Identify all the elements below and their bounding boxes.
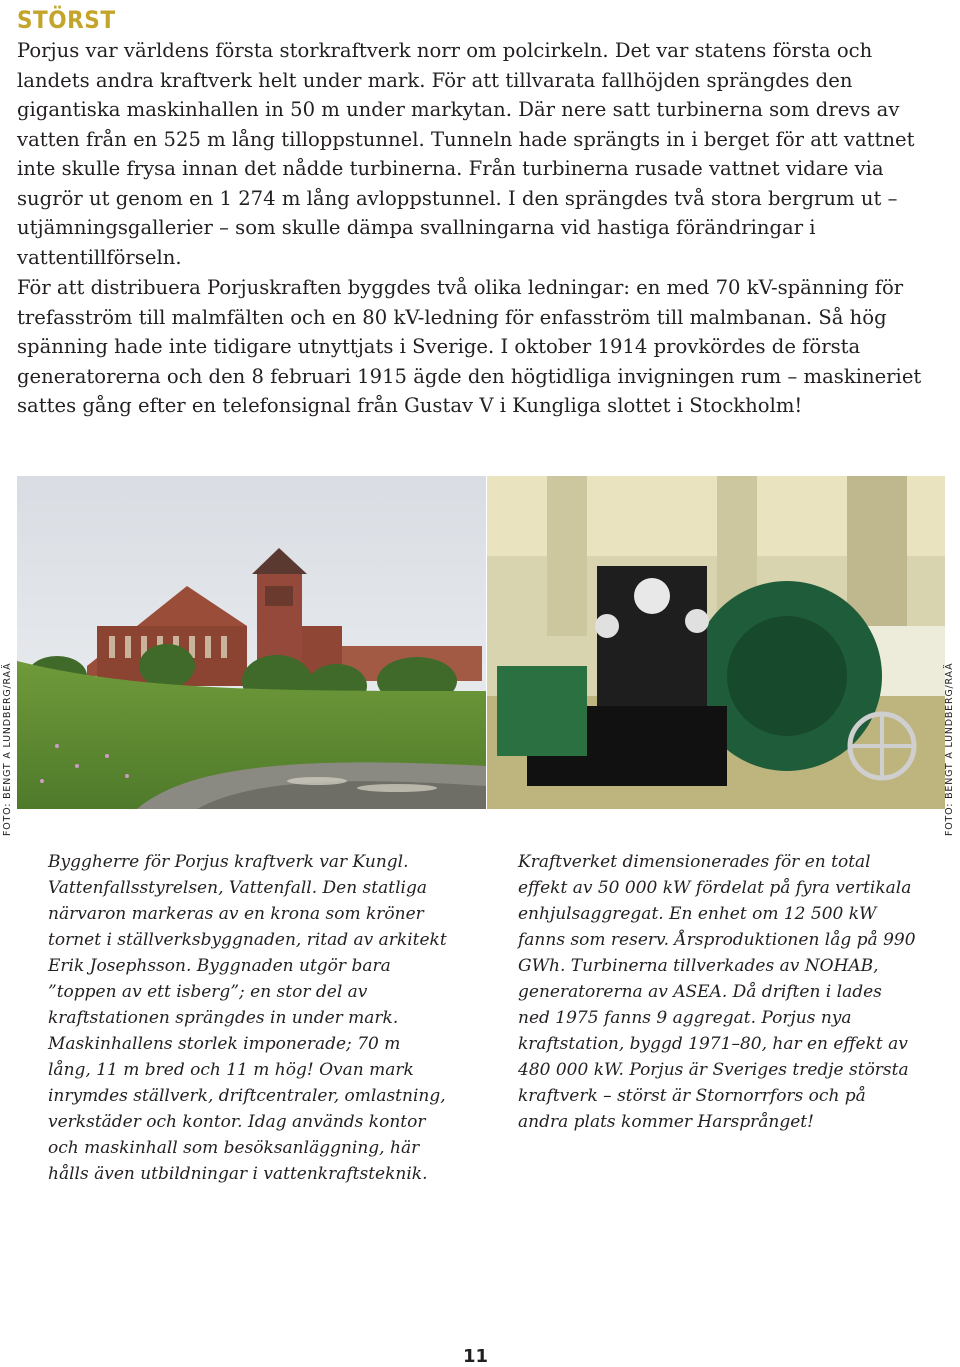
caption-right: Kraftverket dimensionerades för en total effekt av 50 000 kW fördelat på fyra vertikala enhjulsaggregat. En enhet om 12 500 kW fanns som reserv. Årsproduktionen låg på 990 GWh. Turbinerna tillverkades av NOHAB, generatorerna av ASEA. Då driften i lades ned 1975 fanns 9 aggregat. Porjus nya kraftstation, byggd 1971–80, har en effekt av 480 000 kW. Porjus är Sveriges tredje största kraftverk – störst är Stornorrfors och på andra plats kommer Harsprånget! bbox=[518, 852, 916, 1132]
page-number: 11 bbox=[463, 1346, 489, 1367]
photo-turbine-machinery bbox=[487, 476, 945, 809]
photo-credit-left: FOTO: BENGT A LUNDBERG/RAÄ bbox=[2, 662, 13, 836]
photo-power-station-building bbox=[17, 476, 486, 809]
photo-credit-right: FOTO: BENGT A LUNDBERG/RAÄ bbox=[944, 662, 955, 836]
caption-left: Byggherre för Porjus kraftverk var Kungl. Vattenfallsstyrelsen, Vattenfall. Den statliga närvaron markeras av en krona som kröner tornet i ställverksbyggnaden, ritad av arkitekt Erik Josephsson. Byggnaden utgör bara ”toppen av ett isberg”; en stor del av kraftstationen sprängdes in under mark. Maskinhallens storlek imponerade; 70 m lång, 11 m bred och 11 m hög! Ovan mark inrymdes ställverk, driftcentraler, omlastning, verkstäder och kontor. Idag används kontor och maskinhall som besöksanläggning, här hålls även utbildningar i vattenkraftsteknik. bbox=[48, 852, 447, 1184]
body-paragraph-2: För att distribuera Porjuskraften byggdes två olika ledningar: en med 70 kV-spänning för trefasström till malmfälten och en 80 kV-ledning för enfasström till malmbanan. Så hög spänning hade inte tidigare utnyttjats i Sverige. I oktober 1914 provkördes de första generatorerna och den 8 februari 1915 ägde den högtidliga invigningen rum – maskineriet sattes gång efter en telefonsignal från Gustav V i Kungliga slottet i Stockholm! bbox=[17, 276, 922, 417]
body-paragraph-1: Porjus var världens första storkraftverk norr om polcirkeln. Det var statens första och landets andra kraftverk helt under mark. För att tillvarata fallhöjden sprängdes den gigantiska maskinhallen in 50 m under markytan. Där nere satt turbinerna som drevs av vatten från en 525 m lång tilloppstunnel. Tunneln hade sprängts in i berget för att vattnet inte skulle frysa innan det nådde turbinerna. Från turbinerna rusade vattnet vidare via sugrör ut genom en 1 274 m lång avloppstunnel. I den sprängdes två stora bergrum ut – utjämningsgallerier – som skulle dämpa svallningarna vid hastiga förändringar i vattentillförseln. bbox=[17, 39, 915, 269]
section-heading: STÖRST bbox=[17, 6, 116, 34]
